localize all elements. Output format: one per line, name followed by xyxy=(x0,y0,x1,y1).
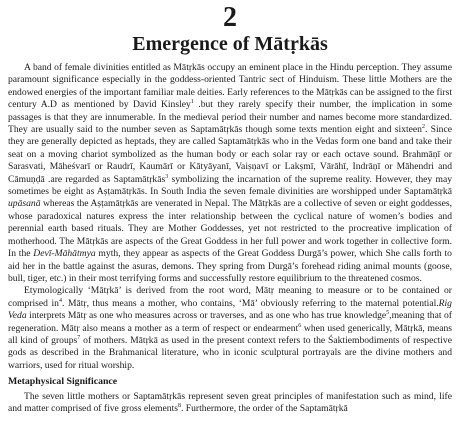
section-paragraph xyxy=(8,391,452,416)
footnote-marker: 2 xyxy=(421,123,425,130)
italic-term: upāsanā xyxy=(8,198,41,210)
text-run: A band of female divinities entitled as Mātṛkās occupy an eminent place in the Hindu perception. They assume paramount significance especially in the goddess-oriented Tantric sect of Hinduism. These little Mothers are the endowed energies of the important familiar male deities. Early references to the Mātṛkās can be assigned to the first century A.D as mentioned by David Kinsley xyxy=(8,62,452,111)
text-run: . Mātṛ, thus means a mother, who contains, ‘Mā’ obviously referring to the maternal potential. xyxy=(61,297,439,309)
text-run: symbolizing the incarnation of the supreme reality. However, they may sometimes be eight as Aṣṭamātṛkās. In South India the seven female divinities are worshipped under Saptamātṛkā xyxy=(8,173,452,198)
text-run: whereas the Aṣṭamātṛkās are venerated in Nepal. The Mātṛkās are a collective of seven or eight goddesses, whose paradoxical natures express the inter relationship between the cyclical nature of women’s bodies and perennial earth based rituals. They are Mother Goddesses, yet not restricted to the procreative implication of motherhood. The Mātṛkās are aspects of the Great Goddess in her full power and work together in collective form. In the xyxy=(8,198,452,260)
italic-term: Devī-Māhātmya xyxy=(33,248,96,260)
text-run: . Since they are generally depicted as heptads, they are called Saptamātṛkās who in the Vedas form one band and take their seat on a moving chariot symbolized as the human body or each solar ray or each octave sound. Brahmāṇī or Sarasvati, Māheśvarī or Raudrī, Kaumārī or Kātyāyanī, Vaiṣṇavī or Lakṣmī, Vārāhī, Indrāṇī or Māhendri and Cāmuṇḍā .are regarded as Saptamātṛkās xyxy=(8,124,452,185)
text-run: interprets Mātṛ as one who measures across or traverses, and as one who has true knowledge xyxy=(26,310,387,322)
text-run: ,meaning that of regeneration. Mātṛ also means a mother as a term of respect or endearment xyxy=(8,310,452,334)
text-run: myth, they appear as aspects of the Great Goddess Durgā’s power, which She calls forth to aid her in the battle against the asuras, demons. They spring from Durgā’s forehead riding animal mounts (goose, bull, tiger, etc.) in their most terrifying forms and successfully restore equilibrium to the threatened cosmos. xyxy=(8,248,452,284)
chapter-number: 2 xyxy=(223,2,237,33)
text-run: of mothers. Mātṛkā as used in the present context refers to the Śaktiembodiments of respective gods as described in the Brahmanical literature, who in iconic sculptural portrayals are the divine mothers and warriors, used for ritual worship. xyxy=(8,334,452,371)
text-run: Etymologically ‘Mātṛkā’ is derived from the root word, Mātṛ meaning to measure or to be contained or comprised in xyxy=(8,285,452,309)
footnote-marker: 3 xyxy=(165,173,169,180)
text-run: when used generically, Mātṛkā, means all kind of groups xyxy=(8,322,453,346)
text-run: .but they rarely specify their number, the implication in some passages is that they are innumerable. In the medieval period their number and names become more standardized. They are usually said to the number seven as Saptamātṛkās though some texts mention eight and sixteen xyxy=(8,99,452,136)
footnote-marker: 5 xyxy=(386,309,390,316)
body-paragraph-2 xyxy=(8,285,452,372)
text-run: . Furthermore, the order of the Saptamātṛkā xyxy=(180,402,348,414)
footnote-marker: 4 xyxy=(58,297,62,304)
footnote-marker: 7 xyxy=(77,334,81,341)
chapter-title: Emergence of Mātṛkās xyxy=(132,33,328,55)
footnote-marker: 1 xyxy=(190,99,194,106)
text-run: The seven little mothers or Saptamātṛkās represent seven great principles of manifestation such as mind, life and matter comprised of five gross elements xyxy=(8,390,452,414)
italic-term: Rig Veda xyxy=(8,297,452,322)
footnote-marker: 8 xyxy=(177,402,181,409)
section-heading: Metaphysical Significance xyxy=(8,376,118,388)
body-paragraph-1 xyxy=(8,62,452,285)
footnote-marker: 6 xyxy=(298,322,302,329)
